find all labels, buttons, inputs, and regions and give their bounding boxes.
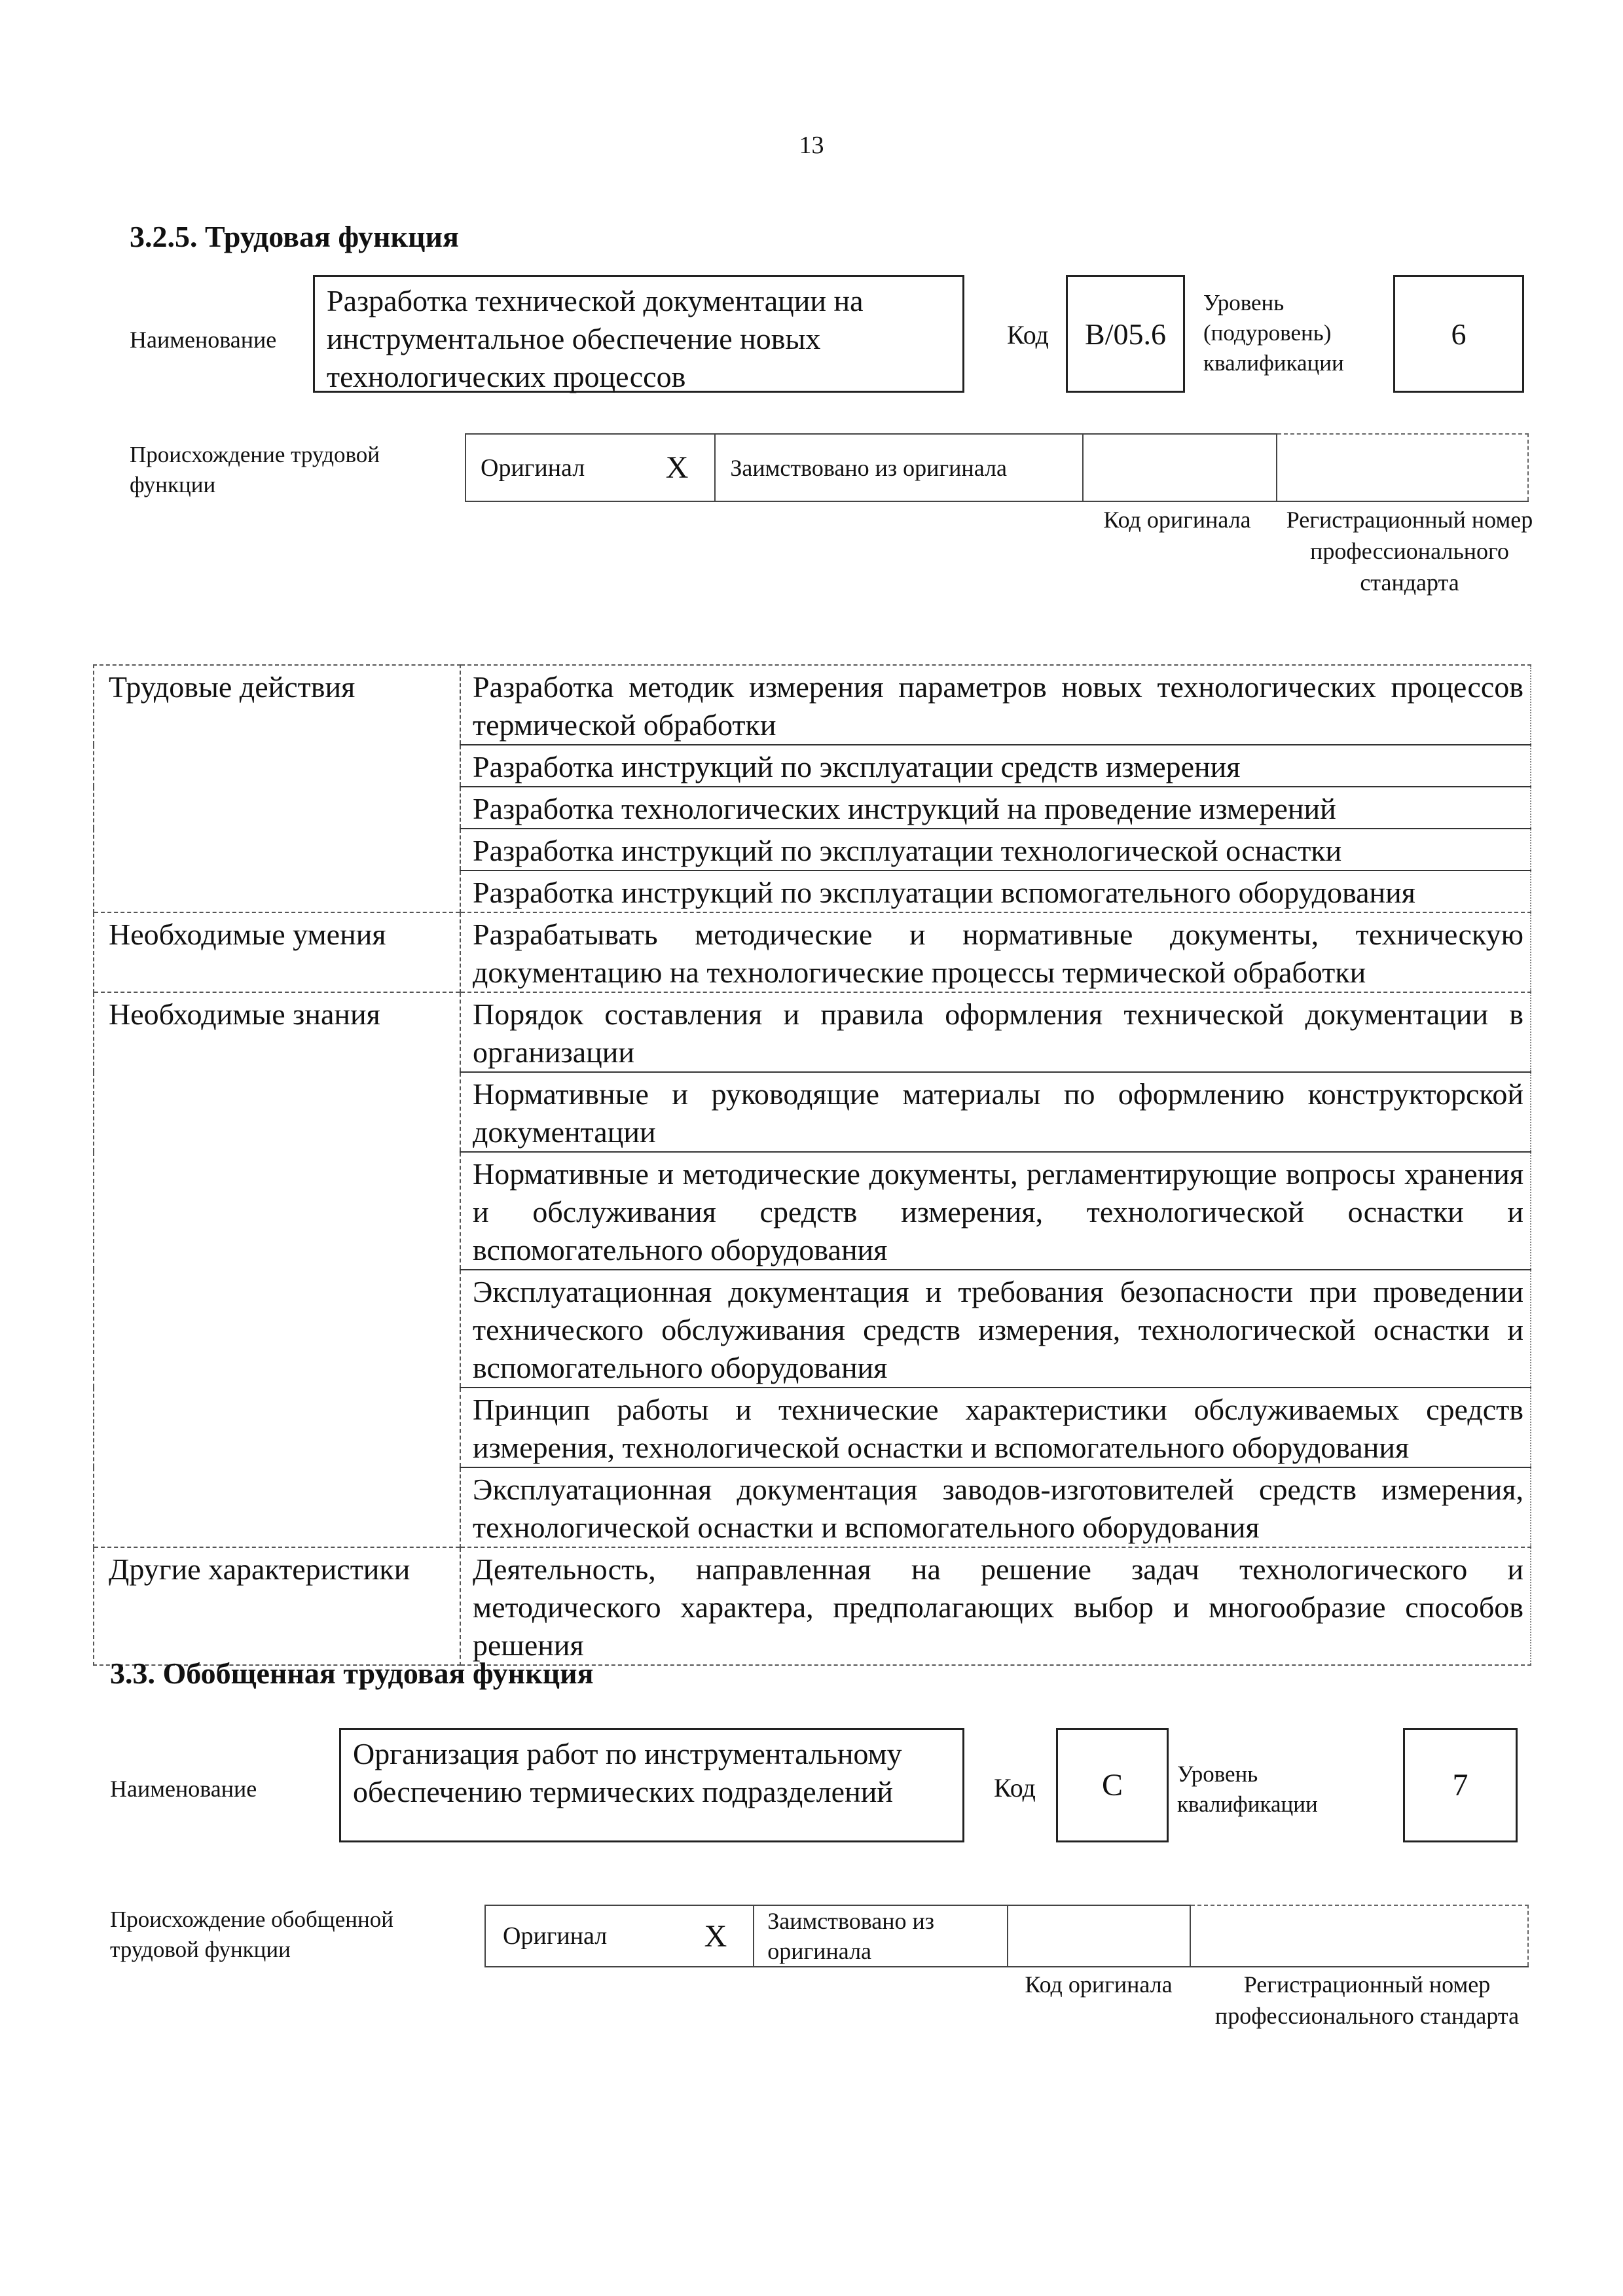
labor-actions-item: Разработка методик измерения параметров новых технологических процессов термической обработки [460, 665, 1531, 745]
labor-actions-item: Разработка инструкций по эксплуатации средств измерения [460, 745, 1531, 787]
skills-item: Разрабатывать методические и нормативные документы, техническую документацию на технологические процессы термической обработки [460, 912, 1531, 992]
gen-level-label: Уровень квалификации [1177, 1761, 1318, 1817]
labor-actions-item: Разработка инструкций по эксплуатации вспомогательного оборудования [460, 870, 1531, 912]
origin-reg-caption: Регистрационный номер профессионального стандарта [1286, 507, 1533, 596]
origin-code-caption: Код оригинала [1103, 507, 1251, 533]
gen-code-label: Код [994, 1773, 1036, 1803]
section-heading-3-2-5: 3.2.5. Трудовая функция [130, 220, 459, 253]
knowledge-item: Нормативные и методические документы, регламентирующие вопросы хранения и обслуживания средств измерения, технологической оснастки и вспомогательного оборудования [460, 1152, 1531, 1270]
code-label: Код [1007, 320, 1049, 350]
name-value: Разработка технической документации на инструментальное обеспечение новых технологических процессов [327, 284, 864, 393]
origin-mark: X [665, 450, 689, 485]
gen-name-value: Организация работ по инструментальному обеспечению термических подразделений [353, 1737, 902, 1808]
labor-actions-item: Разработка инструкций по эксплуатации технологической оснастки [460, 829, 1531, 870]
origin-reg-cell [1277, 434, 1528, 501]
skills-label: Необходимые умения [94, 912, 460, 992]
gen-name-value-box [339, 1728, 964, 1842]
page-number: 13 [799, 132, 824, 159]
labor-function-table [93, 664, 1531, 1666]
other-item: Деятельность, направленная на решение задач технологического и методического характера, предполагающих выбор и многообразие способов решения [460, 1547, 1531, 1665]
gen-origin-label: Происхождение обобщенной трудовой функции [110, 1907, 393, 1962]
name-value-box [313, 275, 964, 393]
code-value: B/05.6 [1066, 275, 1185, 393]
level-value: 6 [1393, 275, 1524, 393]
gen-origin-original-label: Оригинал [503, 1922, 608, 1950]
other-label: Другие характеристики [94, 1547, 460, 1665]
name-label: Наименование [130, 327, 277, 353]
gen-level-value: 7 [1403, 1728, 1518, 1842]
origin-table [465, 433, 1529, 502]
labor-actions-label: Трудовые действия [94, 665, 460, 912]
origin-original-label: Оригинал [481, 454, 585, 482]
knowledge-label: Необходимые знания [94, 992, 460, 1547]
gen-origin-original-cell [485, 1905, 754, 1967]
labor-actions-item: Разработка технологических инструкций на проведение измерений [460, 787, 1531, 829]
gen-origin-code-cell [1008, 1905, 1190, 1967]
level-label: Уровень (подуровень) квалификации [1203, 290, 1344, 376]
section-heading-3-3: 3.3. Обобщенная трудовая функция [110, 1657, 594, 1690]
gen-origin-reg-caption: Регистрационный номер профессионального стандарта [1214, 1971, 1520, 2029]
gen-origin-code-caption: Код оригинала [1025, 1971, 1173, 1998]
gen-origin-reg-cell [1190, 1905, 1528, 1967]
origin-original-cell [465, 434, 715, 501]
knowledge-item: Принцип работы и технические характеристики обслуживаемых средств измерения, технологической оснастки и вспомогательного оборудования [460, 1388, 1531, 1467]
knowledge-item: Эксплуатационная документация и требования безопасности при проведении технического обслуживания средств измерения, технологической оснастки и вспомогательного оборудования [460, 1270, 1531, 1388]
gen-origin-table [484, 1905, 1529, 1967]
knowledge-item: Порядок составления и правила оформления технической документации в организации [460, 992, 1531, 1072]
gen-origin-mark: X [704, 1918, 727, 1954]
gen-name-label: Наименование [110, 1776, 257, 1802]
knowledge-item: Нормативные и руководящие материалы по оформлению конструкторской документации [460, 1072, 1531, 1152]
knowledge-item: Эксплуатационная документация заводов-изготовителей средств измерения, технологической оснастки и вспомогательного оборудования [460, 1467, 1531, 1547]
origin-code-cell [1083, 434, 1277, 501]
origin-label: Происхождение трудовой функции [130, 442, 380, 497]
gen-code-value: C [1056, 1728, 1169, 1842]
gen-origin-borrowed: Заимствовано из оригинала [754, 1905, 1008, 1967]
origin-borrowed: Заимствовано из оригинала [715, 434, 1083, 501]
